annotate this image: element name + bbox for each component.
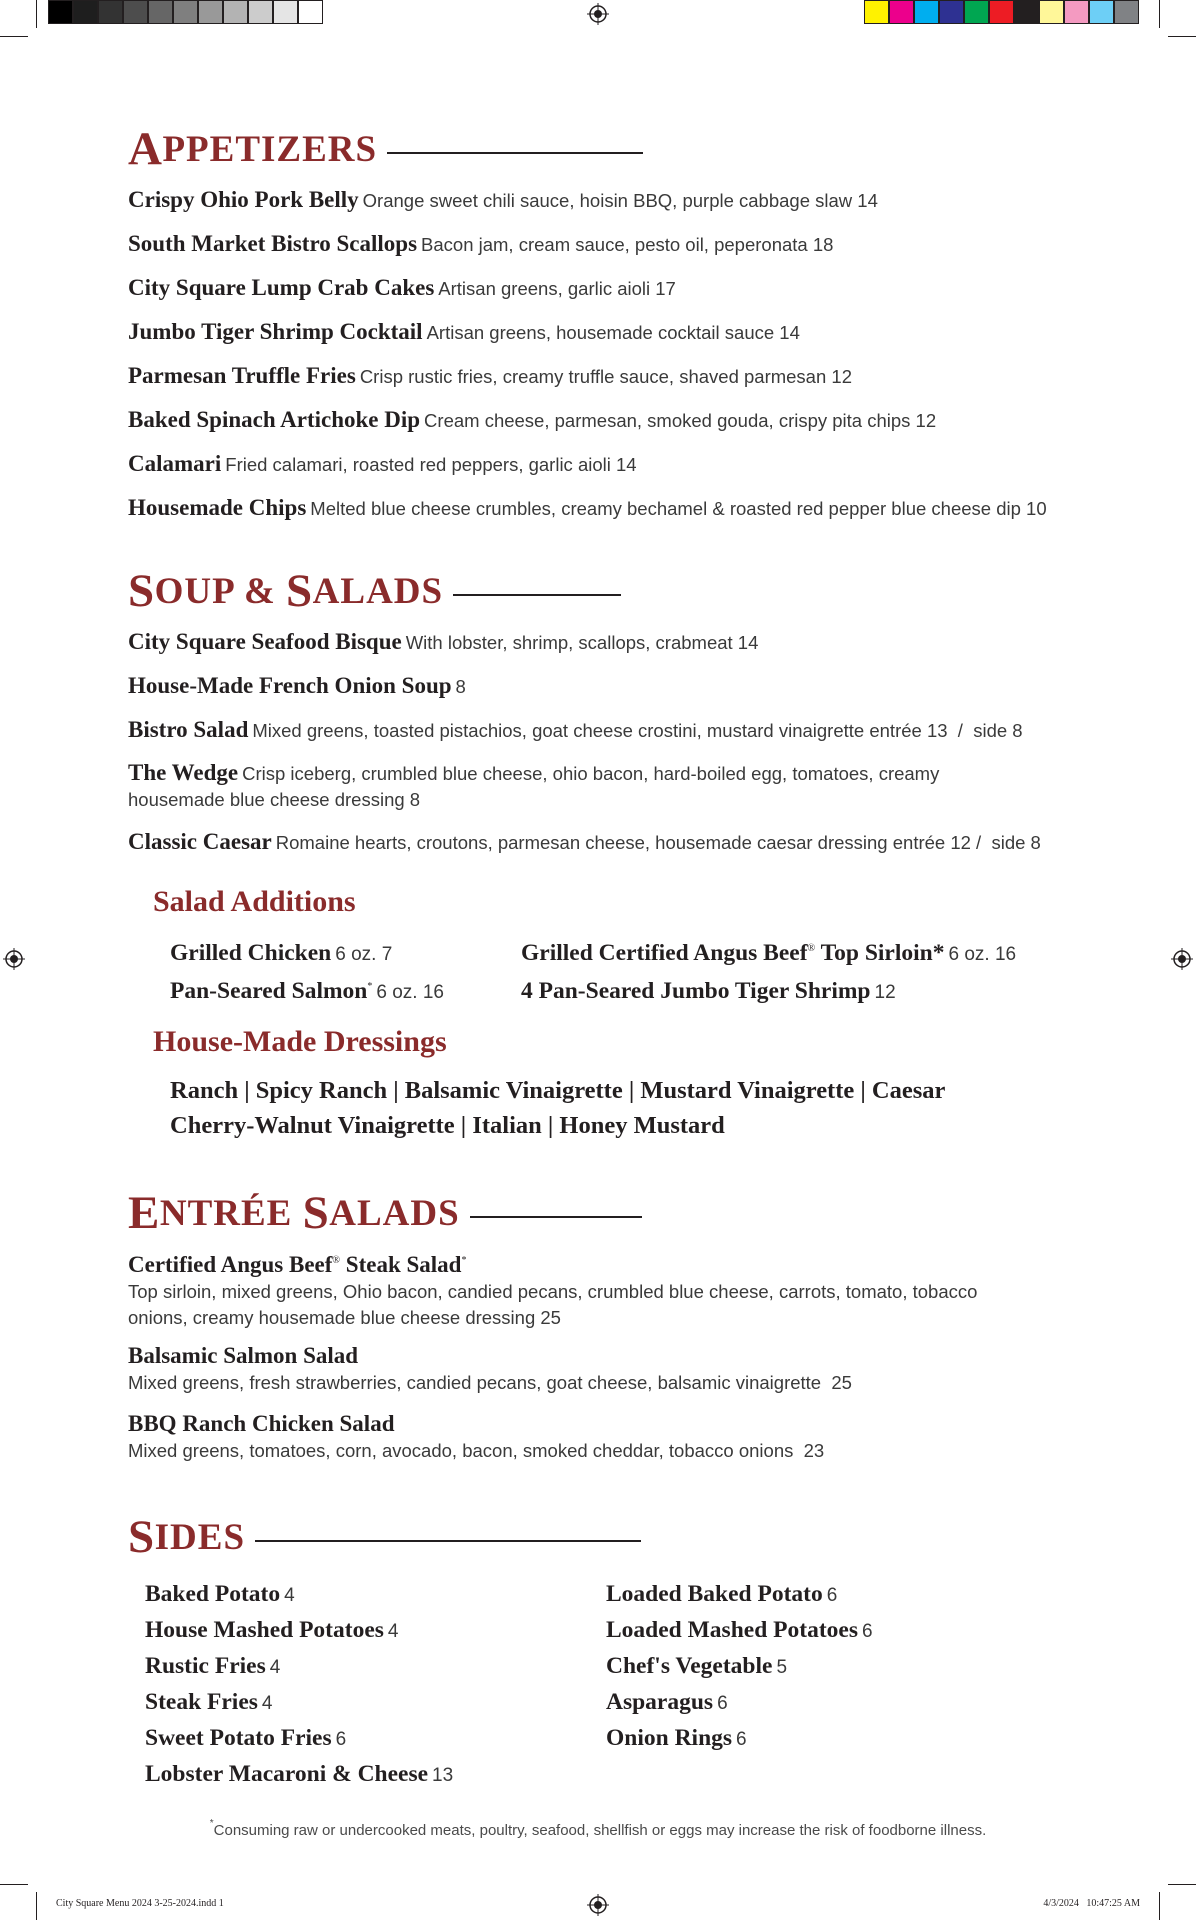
salad-additions-heading: Salad Additions [153, 885, 356, 918]
menu-item: Certified Angus Beef® Steak Salad* Top sirloin, mixed greens, Ohio bacon, candied pecans, crumbled blue cheese, carrots, tomato, tobacco onions, creamy housemade blue cheese dressing 25 [128, 1252, 978, 1328]
side-item: Rustic Fries 4 [145, 1653, 281, 1679]
crop-mark [0, 1884, 28, 1885]
color-swatch [889, 0, 914, 24]
sides-right-column [606, 1576, 873, 1756]
gray-swatch [123, 0, 148, 24]
registration-mark-icon [3, 948, 25, 970]
sides-left-column [145, 1576, 453, 1792]
gray-swatch [248, 0, 273, 24]
side-item: Loaded Mashed Potatoes 6 [606, 1617, 873, 1643]
menu-item: City Square Seafood Bisque With lobster, shrimp, scallops, crabmeat 14 [128, 629, 759, 654]
menu-item: The Wedge Crisp iceberg, crumbled blue cheese, ohio bacon, hard-boiled egg, tomatoes, creamy housemade blue cheese dressing 8 [128, 760, 940, 810]
menu-item: Crispy Ohio Pork Belly Orange sweet chili sauce, hoisin BBQ, purple cabbage slaw 14 [128, 187, 878, 212]
color-swatch [989, 0, 1014, 24]
menu-item: Housemade Chips Melted blue cheese crumbles, creamy bechamel & roasted red pepper blue cheese dip 10 [128, 495, 1047, 520]
heading-rule [470, 1216, 642, 1218]
menu-item: Classic Caesar Romaine hearts, croutons, parmesan cheese, housemade caesar dressing entrée 12 / side 8 [128, 829, 1041, 854]
addition-item: 4 Pan-Seared Jumbo Tiger Shrimp 12 [521, 978, 896, 1004]
color-swatch [864, 0, 889, 24]
registration-mark-icon [587, 3, 609, 25]
color-swatch [1039, 0, 1064, 24]
crop-mark [1159, 1892, 1160, 1920]
side-item: Lobster Macaroni & Cheese 13 [145, 1761, 454, 1787]
color-swatch [964, 0, 989, 24]
gray-swatch [48, 0, 73, 24]
heading-rule [255, 1540, 641, 1542]
menu-item: Bistro Salad Mixed greens, toasted pistachios, goat cheese crostini, mustard vinaigrette entrée 13 / side 8 [128, 717, 1023, 742]
menu-item: Baked Spinach Artichoke Dip Cream cheese, parmesan, smoked gouda, crispy pita chips 12 [128, 407, 937, 432]
gray-swatch [273, 0, 298, 24]
registration-mark-icon [587, 1894, 609, 1916]
food-safety-disclaimer: *Consuming raw or undercooked meats, poultry, seafood, shellfish or eggs may increase the risk of foodborne illness. [209, 1818, 987, 1839]
dressings-line: Cherry-Walnut Vinaigrette | Italian | Honey Mustard [170, 1112, 725, 1139]
menu-item: South Market Bistro Scallops Bacon jam, cream sauce, pesto oil, peperonata 18 [128, 231, 834, 256]
crop-mark [0, 36, 28, 37]
color-swatch [1114, 0, 1139, 24]
entree-salads-heading: E NTRÉE S ALADS [128, 1186, 642, 1240]
grayscale-bar [48, 0, 323, 26]
gray-swatch [173, 0, 198, 24]
sides-heading: S IDES [128, 1510, 641, 1564]
crop-mark [36, 1892, 37, 1920]
side-item: Loaded Baked Potato 6 [606, 1581, 838, 1607]
addition-item: Grilled Chicken 6 oz. 7 [170, 940, 393, 966]
color-bar [864, 0, 1139, 26]
gray-swatch [223, 0, 248, 24]
gray-swatch [98, 0, 123, 24]
soup-salads-heading: S OUP & S ALADS [128, 564, 621, 618]
addition-item: Grilled Certified Angus Beef® Top Sirloin* 6 oz. 16 [521, 940, 1017, 966]
side-item: House Mashed Potatoes 4 [145, 1617, 399, 1643]
menu-item: City Square Lump Crab Cakes Artisan greens, garlic aioli 17 [128, 275, 676, 300]
menu-item: Calamari Fried calamari, roasted red peppers, garlic aioli 14 [128, 451, 637, 476]
dressings-heading: House-Made Dressings [153, 1025, 447, 1058]
crop-mark [1159, 0, 1160, 28]
gray-swatch [148, 0, 173, 24]
menu-item: Parmesan Truffle Fries Crisp rustic fries, creamy truffle sauce, shaved parmesan 12 [128, 363, 852, 388]
registration-mark-icon [1171, 948, 1193, 970]
print-slug-filename: City Square Menu 2024 3-25-2024.indd 1 [56, 1898, 224, 1909]
side-item: Steak Fries 4 [145, 1689, 273, 1715]
crop-mark [36, 0, 37, 28]
gray-swatch [298, 0, 323, 24]
appetizers-heading: A PPETIZERS [128, 122, 643, 176]
side-item: Asparagus 6 [606, 1689, 728, 1715]
color-swatch [1064, 0, 1089, 24]
dressings-line: Ranch | Spicy Ranch | Balsamic Vinaigrette | Mustard Vinaigrette | Caesar [170, 1077, 946, 1104]
color-swatch [914, 0, 939, 24]
crop-mark [1168, 1884, 1196, 1885]
print-slug-timestamp: 4/3/2024 10:47:25 AM [1043, 1898, 1140, 1909]
side-item: Onion Rings 6 [606, 1725, 747, 1751]
heading-rule [453, 594, 621, 596]
menu-item: Jumbo Tiger Shrimp Cocktail Artisan greens, housemade cocktail sauce 14 [128, 319, 800, 344]
menu-item: House-Made French Onion Soup 8 [128, 673, 466, 698]
side-item: Baked Potato 4 [145, 1581, 295, 1607]
color-swatch [1014, 0, 1039, 24]
crop-mark [1168, 36, 1196, 37]
gray-swatch [198, 0, 223, 24]
addition-item: Pan-Seared Salmon* 6 oz. 16 [170, 978, 444, 1004]
color-swatch [939, 0, 964, 24]
menu-item: BBQ Ranch Chicken Salad Mixed greens, tomatoes, corn, avocado, bacon, smoked cheddar, tobacco onions 23 [128, 1411, 825, 1461]
side-item: Chef's Vegetable 5 [606, 1653, 788, 1679]
menu-item: Balsamic Salmon Salad Mixed greens, fresh strawberries, candied pecans, goat cheese, balsamic vinaigrette 25 [128, 1343, 852, 1393]
color-swatch [1089, 0, 1114, 24]
gray-swatch [73, 0, 98, 24]
heading-rule [387, 152, 643, 154]
side-item: Sweet Potato Fries 6 [145, 1725, 347, 1751]
